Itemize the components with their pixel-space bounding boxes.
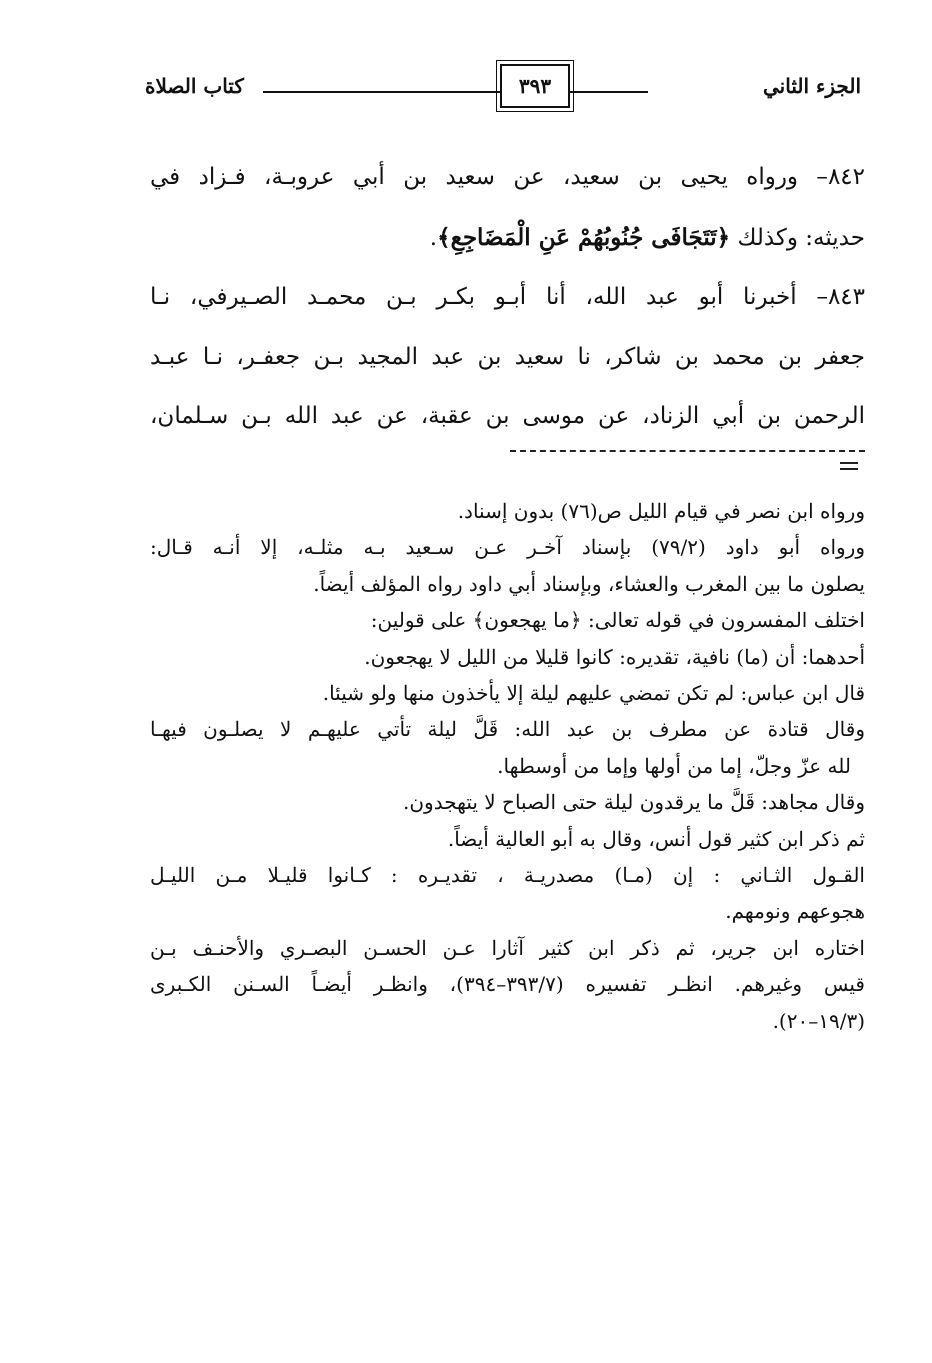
footnote-line: لله عزّ وجلّ، إما من أولها وإما من أوسطها.	[497, 753, 851, 778]
footnote-separator	[510, 450, 865, 452]
footnote-line: ورواه ابن نصر في قيام الليل ص(٧٦) بدون إسناد.	[457, 499, 865, 523]
footnote-line: اختاره ابن جرير، ثم ذكر ابن كثير آثارا عـن الحسـن البصـري والأحنـف بـن	[150, 935, 865, 960]
footnote-line: ثم ذكر ابن كثير قول أنس، وقال به أبو العالية أيضاً.	[447, 826, 865, 851]
book-title: كتاب الصلاة	[145, 74, 244, 98]
main-line: ٨٤٣– أخبرنا أبو عبد الله، أنا أبـو بكـر بـن محمـد الصـيرفي، نـا	[150, 284, 866, 310]
footnote-line: قيس وغيرهم. انظـر تفسيره (٣٩٣/٧–٣٩٤)، وانظـر أيضـاً السـنن الكـبرى	[150, 972, 865, 997]
main-line: جعفر بن محمد بن شاكر، نا سعيد بن عبد المجيد بـن جعفـر، نـا عبـد	[150, 343, 865, 370]
footnote-line: (١٩/٣–٢٠).	[772, 1008, 865, 1033]
footnotes	[150, 493, 865, 1039]
header-rule	[263, 91, 648, 93]
main-line: حديثه: وكذلك ﴿تَتَجَافَى جُنُوبُهُمْ عَنِ الْمَضَاجِعِ﴾.	[429, 223, 865, 251]
quran-quote: ﴿تَتَجَافَى جُنُوبُهُمْ عَنِ الْمَضَاجِعِ﴾	[437, 223, 731, 251]
footnote-line: وقال مجاهد: قَلَّ ما يرقدون ليلة حتى الصباح لا يتهجدون.	[403, 790, 865, 815]
separator-mark	[840, 462, 858, 474]
footnote-line: قال ابن عباس: لم تكن تمضي عليهم ليلة إلا يأخذون منها ولو شيئا.	[322, 681, 865, 706]
page-header	[145, 62, 865, 118]
footnote-line: أحدهما: أن (ما) نافية، تقديره: كانوا قليلا من الليل لا يهجعون.	[364, 644, 865, 669]
footnote-line: هجوعهم ونومهم.	[725, 899, 865, 924]
footnote-line: وقال قتادة عن مطرف بن عبد الله: قَلَّ ليلة تأتي عليهـم لا يصلـون فيهـا	[150, 717, 865, 742]
footnote-line: ورواه أبو داود (٧٩/٢) بإسناد آخـر عـن سـعيد بـه مثلـه، إلا أنـه قـال:	[150, 535, 866, 560]
footnote-line: يصلون ما بين المغرب والعشاء، وبإسناد أبي داود رواه المؤلف أيضاً.	[313, 571, 865, 596]
main-line: ٨٤٢– ورواه يحيى بن سعيد، عن سعيد بن أبي عروبـة، فـزاد في	[150, 164, 865, 190]
main-text	[150, 148, 865, 447]
footnote-line: القـول الثـاني : إن (مـا) مصدريـة ، تقديـره : كـانوا قليـلا مـن الليـل	[150, 863, 865, 888]
footnote-line: اختلف المفسرون في قوله تعالى: ﴿ما يهجعون﴾ على قولين:	[370, 608, 865, 633]
part-title: الجزء الثاني	[763, 74, 861, 98]
page-number: ٣٩٣	[500, 64, 570, 108]
main-line: الرحمن بن أبي الزناد، عن موسى بن عقبة، عن عبد الله بـن سـلمان،	[150, 403, 865, 429]
